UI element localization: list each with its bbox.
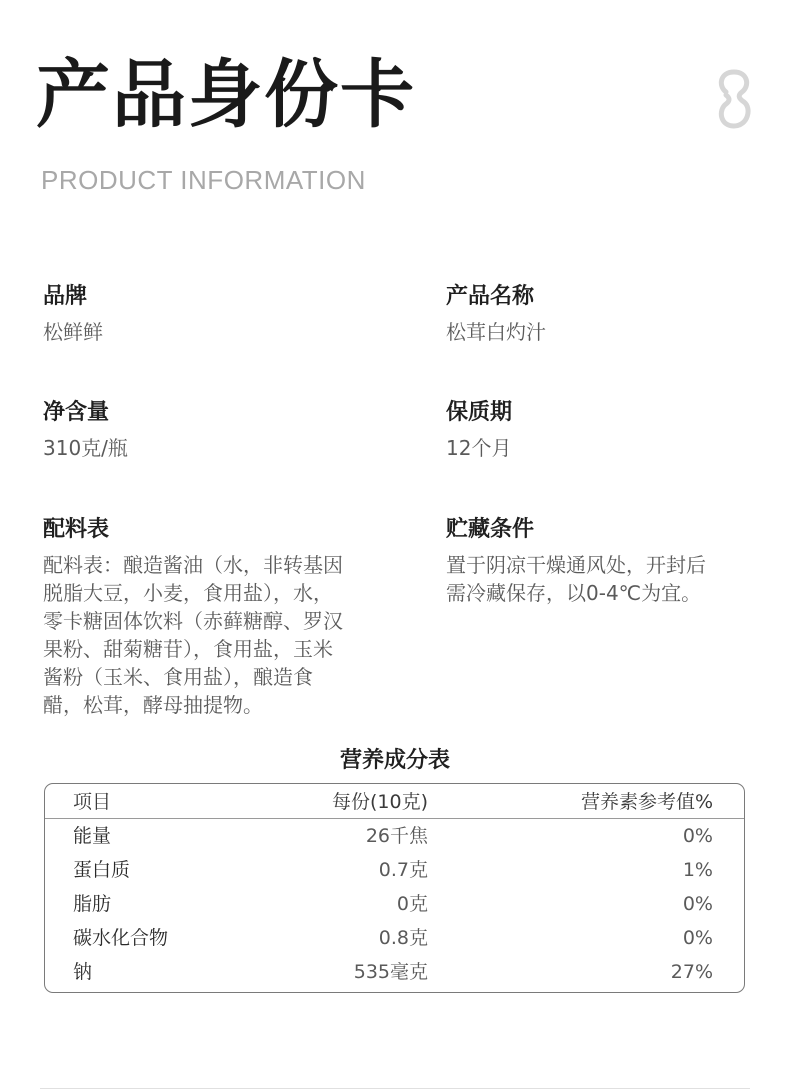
table-row <box>45 861 744 895</box>
nutrient-amount: 0克 <box>396 893 428 915</box>
net-content-label: 净含量 <box>43 400 110 425</box>
ingredients-line: 配料表：酿造酱油（水，非转基因 <box>43 553 343 577</box>
storage-field <box>446 519 746 607</box>
nutrient-name: 碳水化合物 <box>73 927 169 949</box>
storage-line: 置于阴凉干燥通风处，开封后 <box>446 553 706 577</box>
product-name-value: 松茸白灼汁 <box>446 320 546 344</box>
net-content-field <box>43 402 128 458</box>
nutrient-amount: 0.7克 <box>378 859 428 881</box>
brand-label: 品牌 <box>43 284 88 309</box>
header-item: 项目 <box>73 791 112 813</box>
product-name-field <box>446 286 546 342</box>
bottom-divider <box>40 1088 750 1089</box>
nutrient-nrv: 27% <box>670 961 713 983</box>
ingredients-label: 配料表 <box>43 517 110 542</box>
ingredients-value <box>43 551 393 719</box>
ingredients-line: 酱粉（玉米、食用盐），酿造食 <box>43 665 313 689</box>
net-content-value: 310克/瓶 <box>43 436 128 460</box>
storage-line: 需冷藏保存，以0-4℃为宜。 <box>446 581 702 605</box>
table-row <box>45 929 744 963</box>
nutrient-amount: 535毫克 <box>353 961 428 983</box>
shelf-life-field <box>446 402 512 458</box>
storage-label: 贮藏条件 <box>446 517 535 542</box>
ingredients-line: 醋，松茸，酵母抽提物。 <box>43 693 263 717</box>
shelf-life-label: 保质期 <box>446 400 513 425</box>
nutrition-title: 营养成分表 <box>339 748 450 773</box>
shelf-life-value: 12个月 <box>446 436 512 460</box>
nutrition-table <box>44 783 745 993</box>
ingredients-field <box>43 519 393 719</box>
nutrient-nrv: 0% <box>682 927 713 949</box>
nutrient-name: 脂肪 <box>73 893 112 915</box>
nutrient-amount: 0.8克 <box>378 927 428 949</box>
nutrient-name: 蛋白质 <box>73 859 131 881</box>
nutrient-nrv: 0% <box>682 825 713 847</box>
table-row <box>45 895 744 929</box>
ingredients-line: 脱脂大豆，小麦，食用盐），水， <box>43 581 333 605</box>
nutrient-amount: 26千焦 <box>365 825 428 847</box>
nutrient-nrv: 1% <box>682 859 713 881</box>
brand-value: 松鲜鲜 <box>43 320 103 344</box>
storage-value <box>446 551 746 607</box>
header-nrv: 营养素参考值% <box>580 791 713 813</box>
nutrition-table-header <box>45 784 744 819</box>
page-title: 产品身份卡 <box>36 52 416 138</box>
hook-icon <box>712 68 758 130</box>
nutrient-name: 能量 <box>73 825 112 847</box>
page-subtitle: PRODUCT INFORMATION <box>41 165 366 195</box>
ingredients-line: 零卡糖固体饮料（赤藓糖醇、罗汉 <box>43 609 343 633</box>
nutrient-name: 钠 <box>73 961 93 983</box>
header-per-serving: 每份(10克) <box>331 791 428 813</box>
brand-field <box>43 286 103 342</box>
table-row <box>45 963 744 997</box>
nutrient-nrv: 0% <box>682 893 713 915</box>
ingredients-line: 果粉、甜菊糖苷），食用盐，玉米 <box>43 637 333 661</box>
table-row <box>45 827 744 861</box>
product-name-label: 产品名称 <box>446 284 535 309</box>
